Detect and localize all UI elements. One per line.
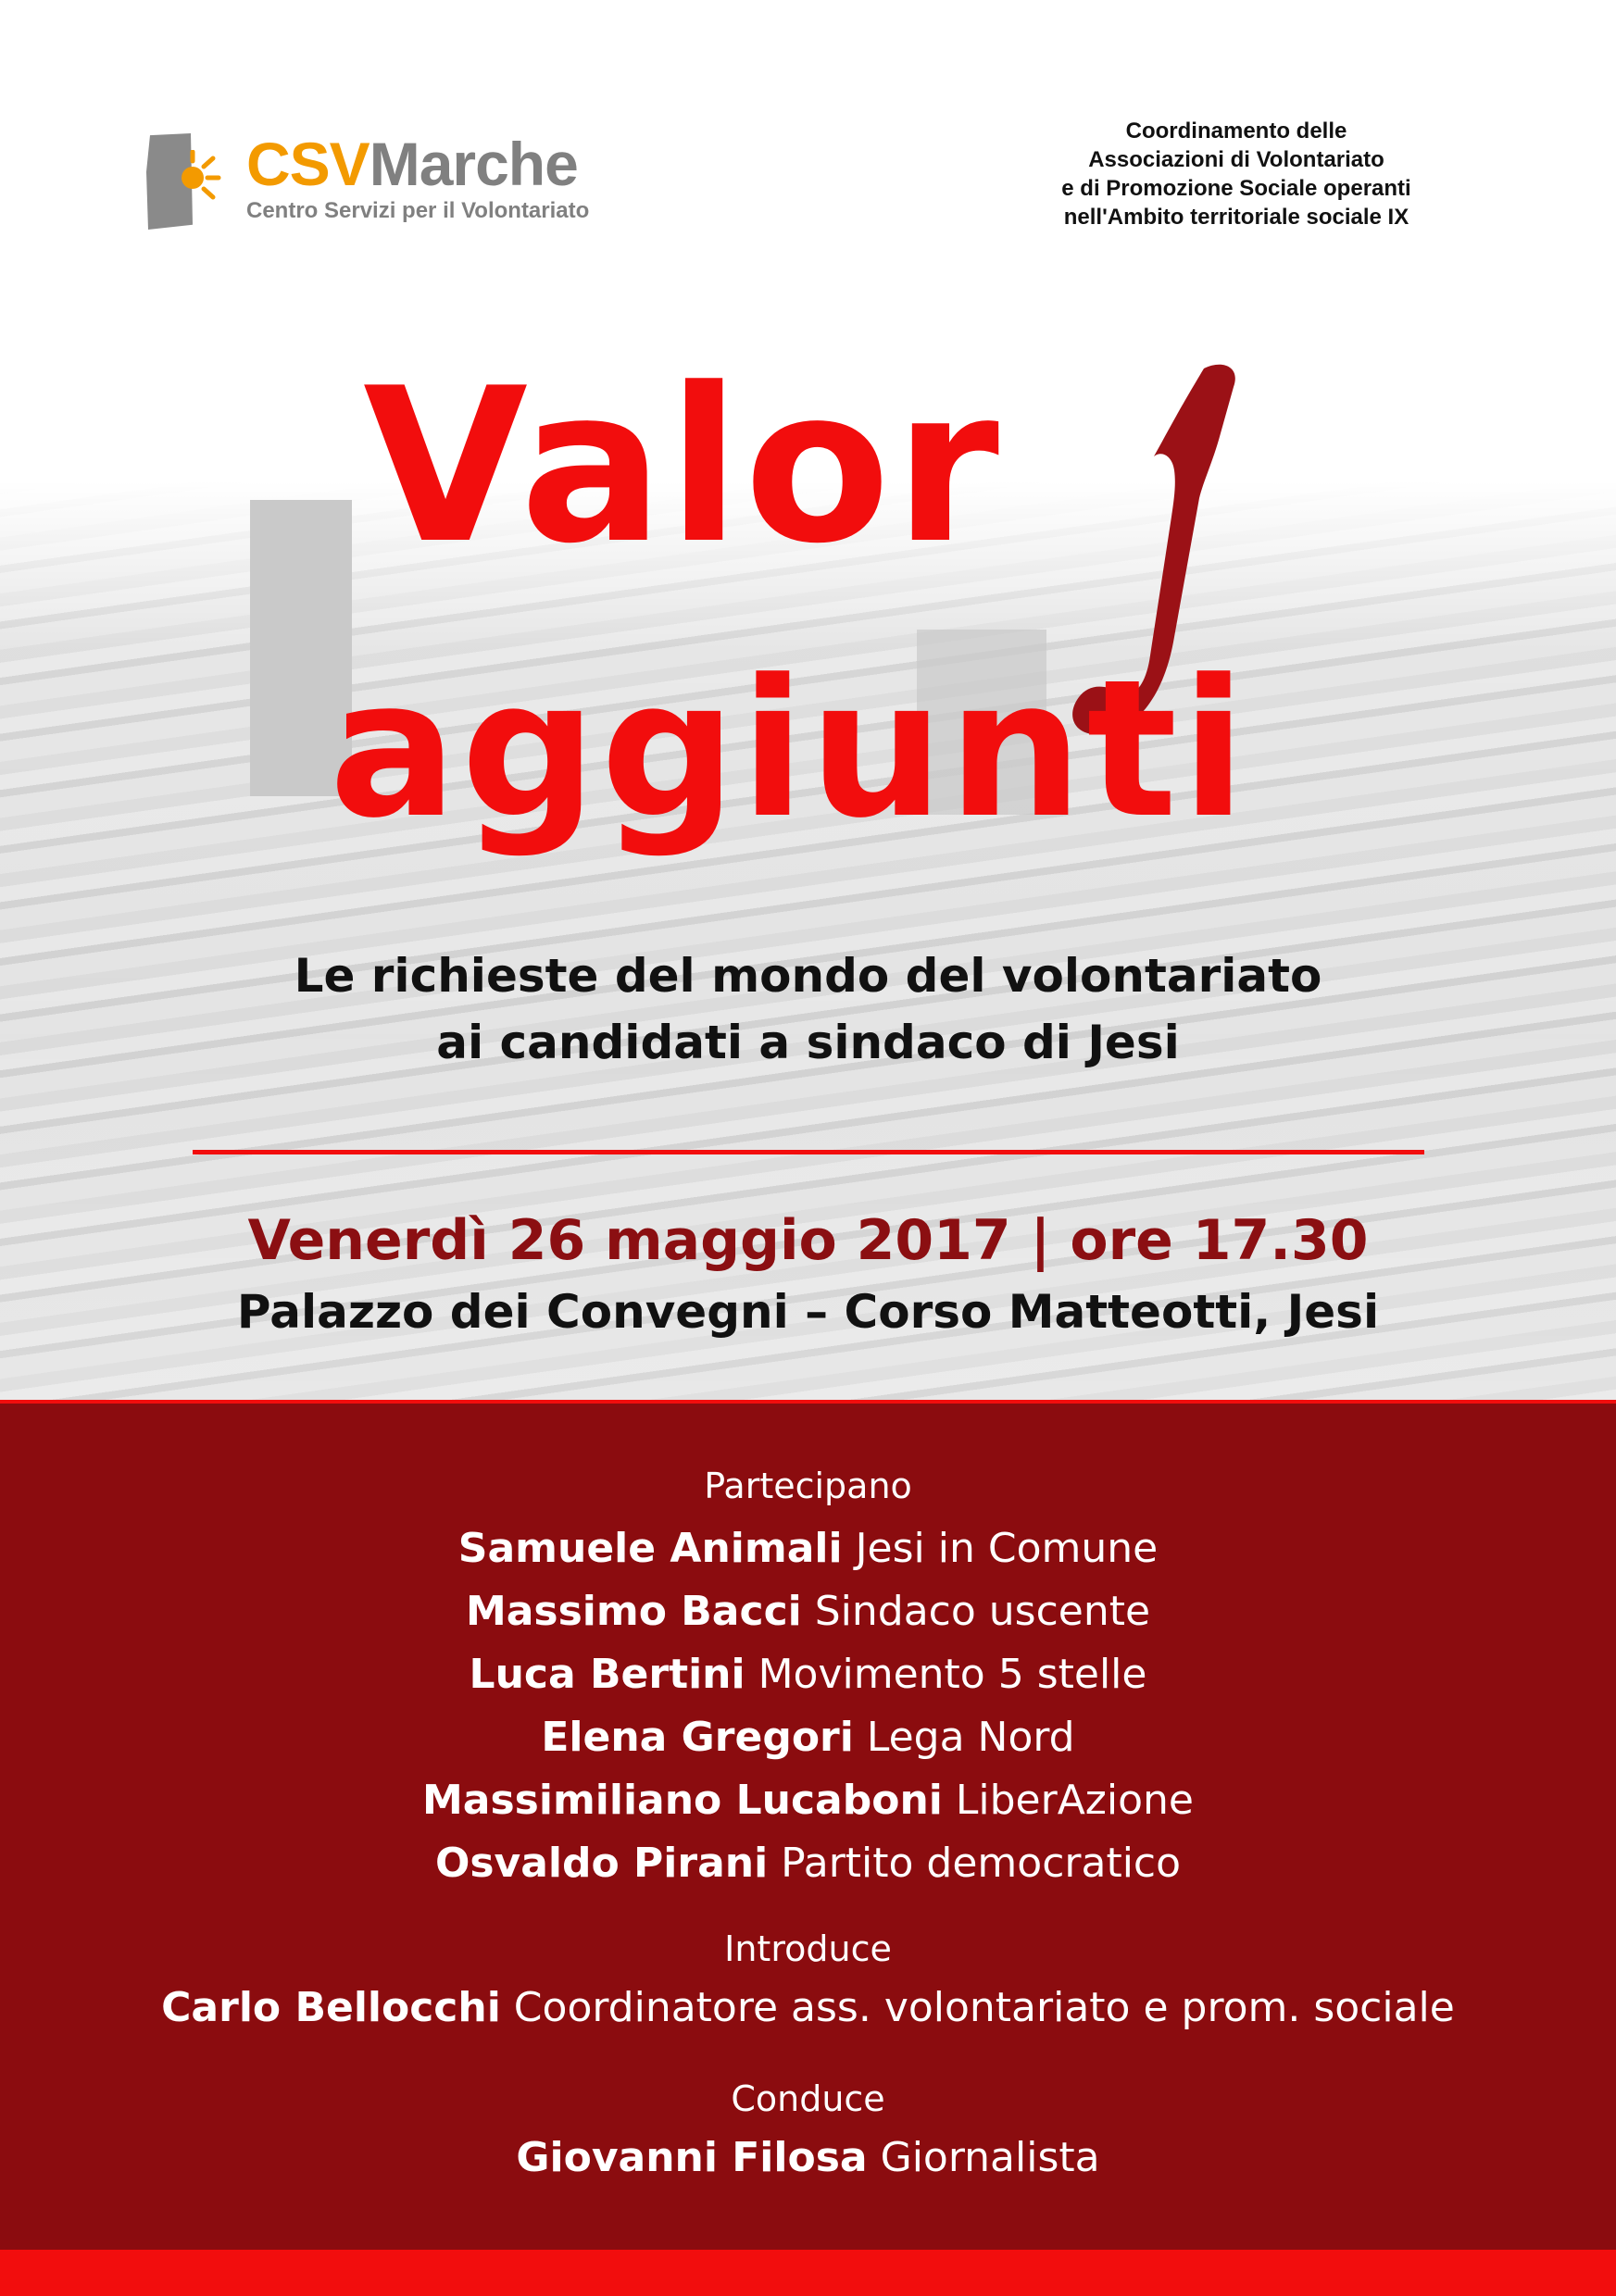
participant-role: LiberAzione	[955, 1777, 1194, 1824]
logo-csv-text: CSV	[246, 130, 370, 198]
participant-role: Sindaco uscente	[814, 1588, 1151, 1635]
moderator-role: Giornalista	[880, 2134, 1100, 2181]
participant-name: Samuele Animali	[457, 1525, 843, 1572]
title-line-2: aggiunti	[329, 640, 1250, 860]
participant-role: Lega Nord	[866, 1714, 1075, 1761]
coordination-line: Associazioni di Volontariato	[1088, 147, 1384, 172]
participant-name: Elena Gregori	[541, 1714, 854, 1761]
participant-row	[0, 1518, 1616, 1579]
participant-name: Massimo Bacci	[465, 1588, 802, 1635]
moderator-row	[0, 2128, 1616, 2189]
introducer-role: Coordinatore ass. volontariato e prom. sociale	[513, 1984, 1455, 2031]
participant-row	[0, 1770, 1616, 1831]
participant-row	[0, 1707, 1616, 1768]
event-place: Palazzo dei Convegni – Corso Matteotti, Jesi	[236, 1285, 1380, 1339]
participant-role: Partito democratico	[781, 1840, 1182, 1887]
logo-tagline: Centro Servizi per il Volontariato	[246, 198, 590, 223]
panel-top-border	[0, 1400, 1616, 1404]
participant-name: Osvaldo Pirani	[434, 1840, 769, 1887]
coordination-line: e di Promozione Sociale operanti	[1061, 176, 1411, 201]
event-date: Venerdì 26 maggio 2017 | ore 17.30	[247, 1208, 1369, 1273]
logo-wordmark	[246, 131, 578, 196]
coordination-block	[996, 117, 1477, 231]
sun-icon	[172, 150, 224, 202]
coordination-line: nell'Ambito territoriale sociale IX	[1063, 205, 1409, 230]
title-j-letter: j	[1065, 359, 1066, 360]
divider-line	[193, 1150, 1424, 1154]
subtitle	[0, 942, 1616, 1076]
introducer-name: Carlo Bellocchi	[161, 1984, 501, 2031]
introducer-row	[0, 1978, 1616, 2039]
participant-row	[0, 1581, 1616, 1642]
csv-marche-logo	[146, 130, 591, 241]
conduce-label: Conduce	[731, 2078, 885, 2119]
participant-row	[0, 1833, 1616, 1894]
bottom-strip	[0, 2250, 1616, 2296]
coordination-line: Coordinamento delle	[1125, 119, 1347, 144]
title-valor: Valor	[363, 343, 1003, 591]
subtitle-line-2: ai candidati a sindaco di Jesi	[436, 1016, 1180, 1069]
participant-row	[0, 1644, 1616, 1705]
subtitle-line-1: Le richieste del mondo del volontariato	[294, 949, 1322, 1003]
moderator-name: Giovanni Filosa	[516, 2134, 868, 2181]
participants-label: Partecipano	[704, 1466, 912, 1506]
logo-marche-text: Marche	[369, 130, 578, 198]
participant-role: Movimento 5 stelle	[758, 1651, 1147, 1698]
participant-name: Luca Bertini	[469, 1651, 745, 1698]
title-line-1	[0, 343, 1560, 591]
participant-name: Massimiliano Lucaboni	[422, 1777, 943, 1824]
introduce-label: Introduce	[724, 1928, 892, 1969]
participant-role: Jesi in Comune	[855, 1525, 1159, 1572]
